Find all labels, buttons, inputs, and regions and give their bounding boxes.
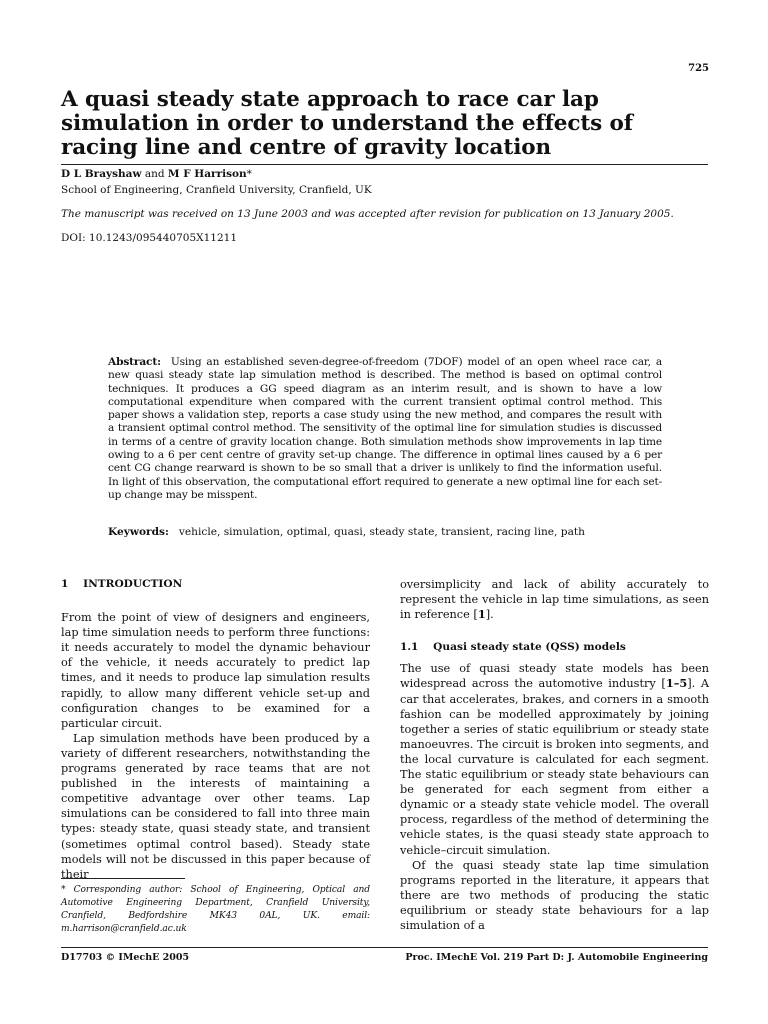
corresponding-asterisk: * [246,168,252,180]
footer-divider [61,947,708,948]
qss-paragraph-2: Of the quasi steady state lap time simulation programs reported in the literature, it appears that there are two methods of producing the static equilibrium or steady state behaviours for a lap simulation of a [400,858,709,932]
abstract-label: Abstract: [108,356,161,368]
right-column [400,577,709,933]
keywords [108,526,585,538]
para-text: ]. A car that accelerates, brakes, and corners in a smooth fashion can be modelled approximately by joining together a series of static equilibrium or steady state manoeuvres. The circuit is broken into segments, and the local curvature is calculated for each segment. The static equilibrium or steady state behaviours can be generated for each segment from either a dynamic or a steady state vehicle model. The overall process, regardless of the method of determining the vehicle states, is the quasi steady state approach to vehicle–circuit simulation. [400,677,709,857]
para-text: oversimplicity and lack of ability accurately to represent the vehicle in lap time simulations, as seen in reference [ [400,578,709,622]
keywords-text: vehicle, simulation, optimal, quasi, steady state, transient, racing line, path [178,526,585,538]
para-text: ]. [485,608,494,622]
intro-paragraph-2: Lap simulation methods have been produced by a variety of different researchers, notwithstanding the programs generated by race teams that are not published in the interests of maintaining a competitive advantage over other teams. Lap simulations can be considered to fall into three main types: steady state, quasi steady state, and transient (sometimes optimal control based). Steady state models will not be discussed in this paper because of their [61,731,370,881]
abstract-text: Using an established seven-degree-of-freedom (7DOF) model of an open wheel race car, a new quasi steady state lap simulation method is described. The method is based on optimal control techniques. It produces a GG speed diagram as an interim result, and is shown to have a low computational expenditure when compared with the current transient optimal control method. This paper shows a validation step, reports a case study using the new method, and compares the result with a transient optimal control method. The sensitivity of the optimal line for simulation studies is discussed in terms of a centre of gravity location change. Both simulation methods show improvements in lap time owing to a 6 per cent centre of gravity set-up change. The difference in optimal lines caused by a 6 per cent CG change rearward is shown to be so small that a driver is unlikely to find the information useful. In light of this observation, the computational effort required to generate a new optimal line for each set-up change may be misspent. [108,356,662,501]
received-note: The manuscript was received on 13 June 2003 and was accepted after revision for publication on 13 January 2005. [61,208,674,220]
footer-copyright: D17703 © IMechE 2005 [61,952,190,963]
subsection-heading-qss: 1.1 Quasi steady state (QSS) models [400,641,626,654]
affiliation: School of Engineering, Cranfield University, Cranfield, UK [61,184,372,196]
author-brayshaw: D L Brayshaw [61,168,142,180]
para-text: The use of quasi steady state models has been widespread across the automotive industry [ [400,662,709,691]
doi: DOI: 10.1243/095440705X11211 [61,232,238,244]
citation-ref[interactable]: 1–5 [665,676,688,691]
left-column [61,577,370,882]
footer-journal: Proc. IMechE Vol. 219 Part D: J. Automobile Engineering [405,952,708,963]
intro-paragraph-continued [400,577,709,622]
intro-paragraph-1: From the point of view of designers and engineers, lap time simulation needs to perform three functions: it needs accurately to model the dynamic behaviour of the vehicle, it needs accurately to predict lap times, and it needs to produce lap simulation results rapidly, to allow many different vehicle set-up and configuration changes to be examined for a particular circuit. [61,611,370,730]
authors-and: and [141,168,168,180]
corresponding-author-footnote: * Corresponding author: School of Engineering, Optical and Automotive Engineering Department, Cranfield University, Cranfield, Bedfordshire MK43 0AL, UK. email: m.harrison@cranfield.ac.uk [61,885,370,934]
keywords-label: Keywords: [108,526,169,538]
qss-paragraph-1 [400,661,709,857]
title-divider [61,164,708,165]
page-number: 725 [688,63,709,74]
section-heading-introduction: 1 INTRODUCTION [61,578,183,590]
citation-ref[interactable]: 1 [477,607,486,622]
abstract [108,356,662,502]
authors-line [61,168,252,180]
paper-title: A quasi steady state approach to race car lap simulation in order to understand the effects of racing line and centre of gravity location [61,87,633,160]
author-harrison: M F Harrison [167,168,247,180]
footnote-divider [61,878,185,879]
